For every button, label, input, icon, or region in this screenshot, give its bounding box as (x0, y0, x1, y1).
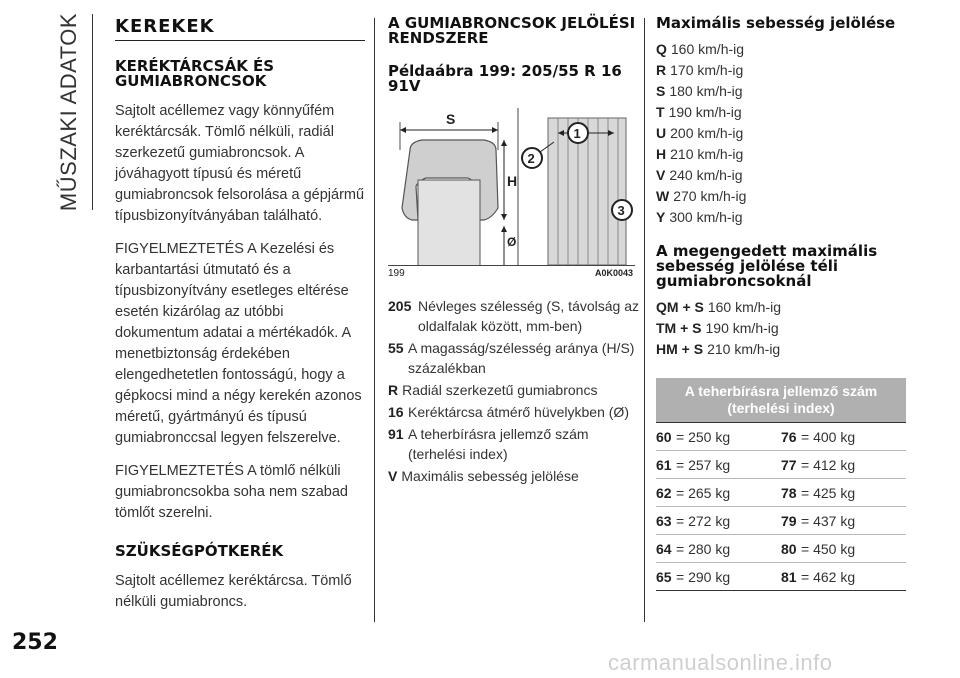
label-diameter: Ø (507, 235, 517, 249)
side-divider (92, 14, 93, 210)
speed-row: Y 300 km/h-ig (656, 209, 743, 225)
section-title-tyre-marking: A GUMIABRONCSOK JELÖLÉSI RENDSZERE (388, 14, 636, 47)
section-title-max-speed: Maximális sebesség jelölése (656, 14, 896, 32)
load-index-table (656, 378, 906, 591)
svg-text:2: 2 (527, 151, 535, 166)
column-speed-load (656, 16, 906, 591)
winter-speed-row: TM + S 190 km/h-ig (656, 320, 779, 336)
winter-speed-row: QM + S 160 km/h-ig (656, 299, 782, 315)
winter-speed-list (656, 297, 906, 360)
label-s: S (446, 111, 456, 127)
winter-speed-row: HM + S 210 km/h-ig (656, 341, 781, 357)
figure-baseline (388, 265, 635, 266)
legend-item: 205 Névleges szélesség (S, távolság az oldalfalak között, mm-ben) (388, 298, 639, 334)
table-row: 63 = 272 kg 79 = 437 kg (656, 507, 906, 535)
figure-code: A0K0043 (594, 268, 633, 278)
table-row: 65 = 290 kg 81 = 462 kg (656, 563, 906, 591)
figure-number: 199 (388, 268, 405, 279)
legend-item: V Maximális sebesség jelölése (388, 468, 579, 484)
tyre-diagram (388, 108, 635, 266)
wheel-tread-band (548, 118, 626, 265)
paragraph-warning-1: FIGYELMEZTETÉS A Kezelési és karbantartási útmutató és a típusbizonyítvány esetleges eltérése esetén kizárólag az utóbbi dokumentum adatai a mértékadók. A menetbiztonság érdekében elengedhetetlen fontosságú, hogy a gépkocsi mind a négy kerekén azonos méretű, gyártmányú és típusú gumiabronccsal legyen felszerelve. (115, 241, 362, 446)
section-title-rims-tyres: KERÉKTÁRCSÁK ÉS GUMIABRONCSOK (115, 57, 275, 90)
page-number: 252 (12, 630, 58, 655)
paragraph-rims: Sajtolt acéllemez vagy könnyűfém keréktárcsák. Tömlő nélküli, radiál szerkezetű gumiabroncsok. A jóváhagyott típusú és méretű gumiabroncsok felsorolása a gépjármű típusbizonyítványában található. (115, 103, 365, 224)
table-row: 60 = 250 kg 76 = 400 kg (656, 423, 906, 451)
speed-row: T 190 km/h-ig (656, 104, 742, 120)
tyre-cross-section-figure (388, 108, 635, 284)
speed-list (656, 39, 906, 228)
speed-row: U 200 km/h-ig (656, 125, 744, 141)
column-divider-2 (644, 18, 645, 622)
section-title-winter-speed: A megengedett maximális sebesség jelölése téli gumiabroncsoknál (656, 242, 878, 290)
legend-item: R Radiál szerkezetű gumiabroncs (388, 382, 598, 398)
page-title: KEREKEK (115, 16, 365, 41)
speed-row: H 210 km/h-ig (656, 146, 744, 162)
label-h: H (507, 173, 518, 189)
tyre-code-legend (388, 296, 643, 486)
column-divider-1 (374, 18, 375, 622)
paragraph-warning-2: FIGYELMEZTETÉS A tömlő nélküli gumiabroncsokba soha nem szabad tömlőt szerelni. (115, 463, 348, 521)
paragraph-spare-wheel: Sajtolt acéllemez keréktárcsa. Tömlő nélküli gumiabroncs. (115, 573, 352, 610)
table-row: 62 = 265 kg 78 = 425 kg (656, 479, 906, 507)
chapter-side-tab (54, 12, 84, 212)
column-wheels (115, 16, 365, 613)
section-title-spare-wheel: SZÜKSÉGPÓTKERÉK (115, 542, 284, 560)
legend-item: 16 Keréktárcsa átmérő hüvelykben (Ø) (388, 404, 629, 420)
svg-text:1: 1 (573, 126, 581, 141)
load-index-table-header: A teherbírásra jellemző szám (terhelési index) (656, 378, 906, 423)
rim-section (418, 180, 480, 266)
speed-row: V 240 km/h-ig (656, 167, 743, 183)
speed-row: Q 160 km/h-ig (656, 41, 745, 57)
svg-text:3: 3 (617, 203, 625, 218)
example-title: Példaábra 199: 205/55 R 16 91V (388, 62, 622, 95)
column-tyre-marking (388, 16, 643, 488)
watermark: carmanualsonline.info (608, 650, 833, 675)
table-row: 64 = 280 kg 80 = 450 kg (656, 535, 906, 563)
speed-row: S 180 km/h-ig (656, 83, 743, 99)
legend-item: 91 A teherbírásra jellemző szám (terhelési index) (388, 426, 589, 462)
legend-item: 55 A magasság/szélesség aránya (H/S) százalékban (388, 340, 635, 376)
chapter-title: MŰSZAKI ADATOK (56, 12, 81, 212)
speed-row: W 270 km/h-ig (656, 188, 747, 204)
speed-row: R 170 km/h-ig (656, 62, 744, 78)
table-row: 61 = 257 kg 77 = 412 kg (656, 451, 906, 479)
